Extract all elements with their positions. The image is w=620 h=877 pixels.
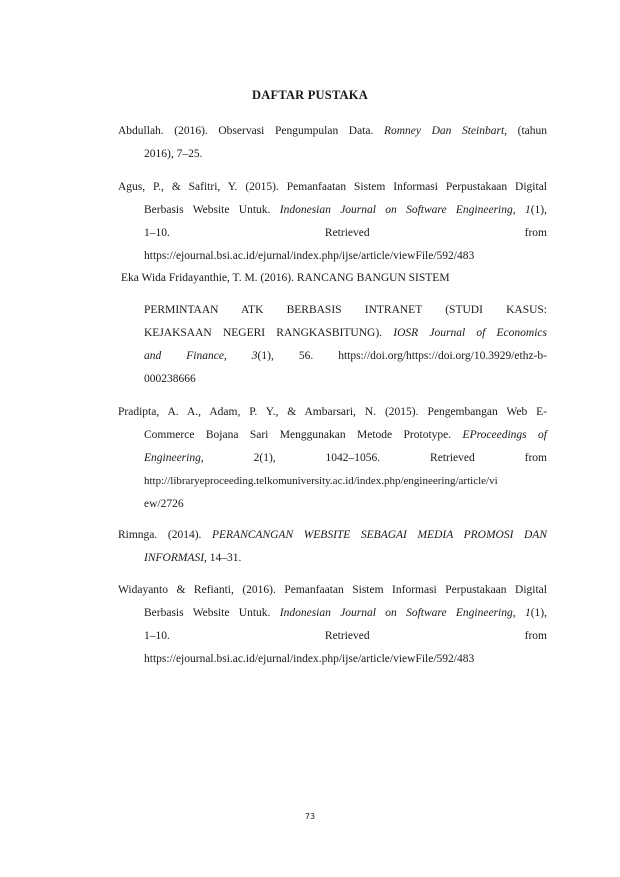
reference-line: Rimnga. (2014). PERANCANGAN WEBSITE SEBAGAI MEDIA PROMOSI DAN (118, 529, 547, 541)
reference-line: KEJAKSAAN NEGERI RANGKASBITUNG). IOSR Journal of Economics (144, 327, 547, 339)
reference-line: 1–10. Retrieved from (144, 227, 547, 239)
reference-line: and Finance, 3(1), 56. https://doi.org/https://doi.org/10.3929/ethz-b- (144, 350, 547, 362)
reference-line: Widayanto & Refianti, (2016). Pemanfaatan Sistem Informasi Perpustakaan Digital (118, 584, 547, 596)
reference-line: INFORMASI, 14–31. (144, 552, 242, 564)
reference-line: Agus, P., & Safitri, Y. (2015). Pemanfaatan Sistem Informasi Perpustakaan Digital (118, 181, 547, 193)
reference-line: Engineering, 2(1), 1042–1056. Retrieved from (144, 452, 547, 464)
page-number: 73 (304, 812, 316, 821)
reference-line: 2016), 7–25. (144, 148, 203, 160)
reference-url[interactable]: ew/2726 (144, 498, 184, 510)
reference-url[interactable]: https://ejournal.bsi.ac.id/ejurnal/index.php/ijse/article/viewFile/592/483 (144, 250, 475, 262)
reference-line: Berbasis Website Untuk. Indonesian Journal on Software Engineering, 1(1), (144, 607, 548, 619)
reference-line: Abdullah. (2016). Observasi Pengumpulan Data. Romney Dan Steinbart, (tahun (118, 125, 547, 137)
reference-line: Berbasis Website Untuk. Indonesian Journal on Software Engineering, 1(1), (144, 204, 548, 216)
page-heading: DAFTAR PUSTAKA (252, 88, 368, 102)
reference-line: PERMINTAAN ATK BERBASIS INTRANET (STUDI KASUS: (144, 304, 547, 316)
reference-line: 000238666 (144, 373, 196, 385)
reference-line: Pradipta, A. A., Adam, P. Y., & Ambarsari, N. (2015). Pengembangan Web E- (118, 406, 547, 418)
reference-line: Eka Wida Fridayanthie, T. M. (2016). RANCANG BANGUN SISTEM (121, 272, 450, 284)
reference-line: Commerce Bojana Sari Menggunakan Metode Prototype. EProceedings of (144, 429, 547, 441)
reference-url[interactable]: http://libraryeproceeding.telkomuniversity.ac.id/index.php/engineering/article/vi (144, 475, 498, 487)
reference-line: 1–10. Retrieved from (144, 630, 547, 642)
reference-url[interactable]: https://ejournal.bsi.ac.id/ejurnal/index.php/ijse/article/viewFile/592/483 (144, 653, 475, 665)
